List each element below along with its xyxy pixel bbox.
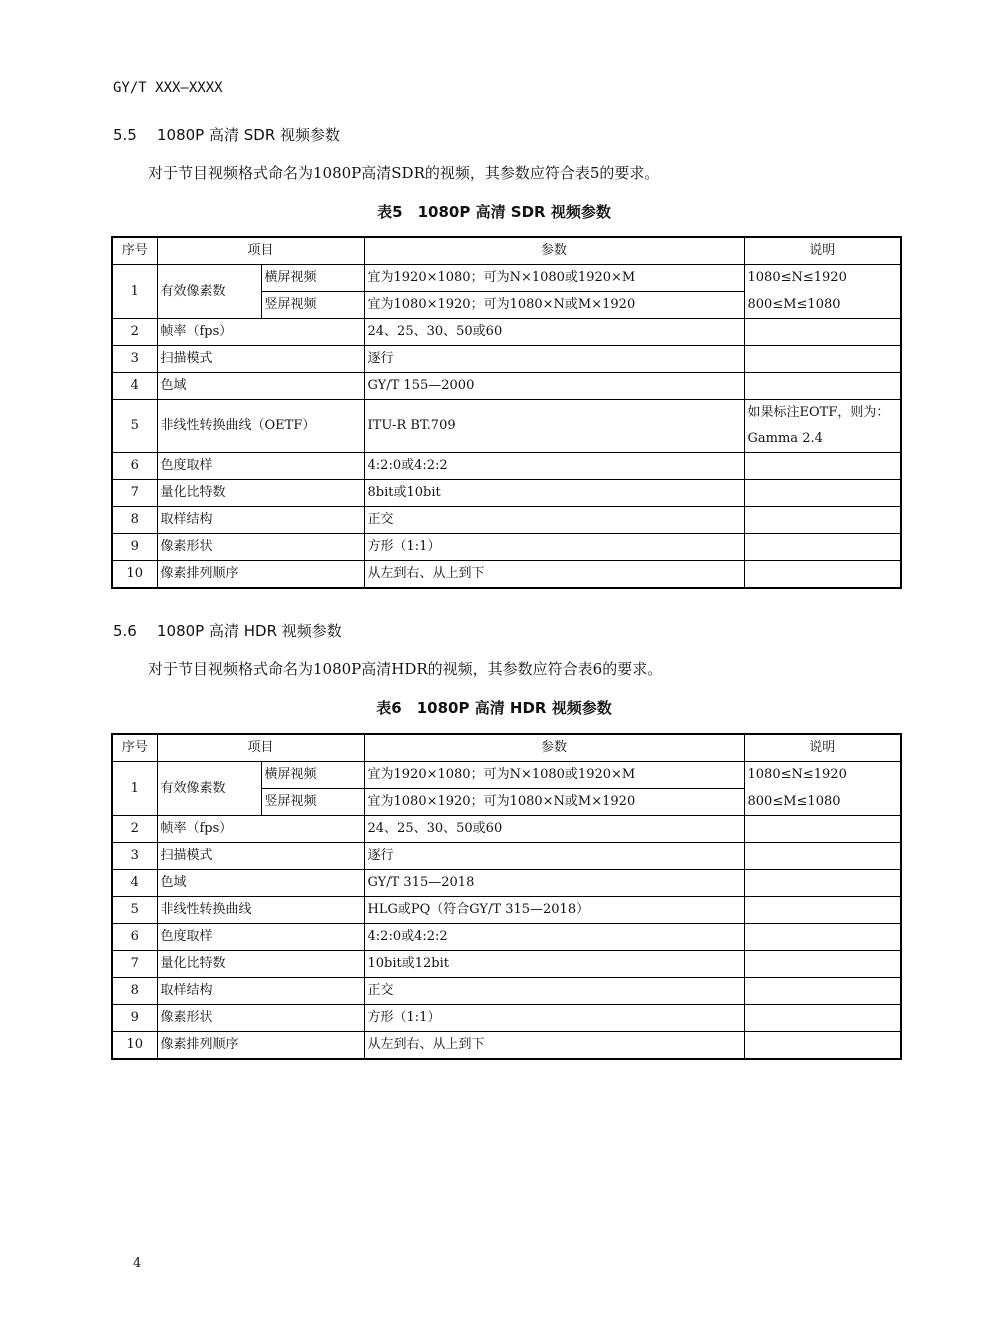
note-line-1: 如果标注EOTF，则为： — [747, 405, 890, 420]
row-note — [744, 507, 901, 534]
row-no: 7 — [112, 951, 157, 978]
row-param: GY/T 315—2018 — [364, 870, 744, 897]
row-no: 8 — [112, 978, 157, 1005]
row-no: 8 — [112, 507, 157, 534]
table-row — [112, 816, 901, 843]
table-row — [112, 1032, 901, 1060]
table-row — [112, 561, 901, 589]
row-note: 1080≤N≤1920 — [744, 762, 901, 789]
row-param: 逐行 — [364, 843, 744, 870]
row-param: 10bit或12bit — [364, 951, 744, 978]
header-item: 项目 — [157, 237, 364, 265]
row-no: 1 — [112, 265, 157, 319]
row-note — [744, 951, 901, 978]
row-param: 方形（1:1） — [364, 534, 744, 561]
table-row — [112, 400, 901, 453]
header-param: 参数 — [364, 237, 744, 265]
row-item: 量化比特数 — [157, 951, 364, 978]
row-param: ITU-R BT.709 — [364, 400, 744, 453]
section-number: 5.6 — [113, 622, 137, 640]
table-row — [112, 265, 901, 292]
row-no: 3 — [112, 843, 157, 870]
row-note — [744, 453, 901, 480]
row-note: 1080≤N≤1920 — [744, 265, 901, 292]
table-row — [112, 870, 901, 897]
table-row — [112, 319, 901, 346]
row-no: 10 — [112, 561, 157, 589]
row-no: 9 — [112, 534, 157, 561]
row-no: 6 — [112, 924, 157, 951]
row-param: 从左到右、从上到下 — [364, 561, 744, 589]
row-note — [744, 534, 901, 561]
row-note: 800≤M≤1080 — [744, 789, 901, 816]
row-param: 从左到右、从上到下 — [364, 1032, 744, 1060]
row-note — [744, 319, 901, 346]
row-no: 2 — [112, 816, 157, 843]
table-row — [112, 897, 901, 924]
section-paragraph: 对于节目视频格式命名为1080P高清HDR的视频，其参数应符合表6的要求。 — [148, 660, 663, 678]
header-param: 参数 — [364, 734, 744, 762]
table-6 — [111, 733, 902, 1060]
row-note — [744, 1032, 901, 1060]
row-no: 2 — [112, 319, 157, 346]
section-heading-5-6 — [113, 620, 342, 641]
row-item: 非线性转换曲线（OETF） — [157, 400, 364, 453]
header-no: 序号 — [112, 237, 157, 265]
row-item: 色域 — [157, 373, 364, 400]
table-row — [112, 843, 901, 870]
row-subitem: 竖屏视频 — [261, 292, 364, 319]
row-note — [744, 400, 901, 453]
row-item: 像素形状 — [157, 1005, 364, 1032]
header-item: 项目 — [157, 734, 364, 762]
page-number: 4 — [133, 1256, 142, 1271]
row-no: 10 — [112, 1032, 157, 1060]
row-item: 有效像素数 — [157, 762, 261, 816]
header-note: 说明 — [744, 237, 901, 265]
row-item: 非线性转换曲线 — [157, 897, 364, 924]
row-note — [744, 978, 901, 1005]
section-title: 1080P 高清 HDR 视频参数 — [157, 622, 342, 640]
row-note: 800≤M≤1080 — [744, 292, 901, 319]
row-item: 色域 — [157, 870, 364, 897]
row-note — [744, 346, 901, 373]
row-note — [744, 480, 901, 507]
row-no: 3 — [112, 346, 157, 373]
row-item: 像素排列顺序 — [157, 561, 364, 589]
row-note — [744, 561, 901, 589]
header-note: 说明 — [744, 734, 901, 762]
row-item: 扫描模式 — [157, 346, 364, 373]
header-no: 序号 — [112, 734, 157, 762]
table-row — [112, 534, 901, 561]
table-header-row — [112, 237, 901, 265]
table-row — [112, 762, 901, 789]
row-param: HLG或PQ（符合GY/T 315—2018） — [364, 897, 744, 924]
table-row — [112, 951, 901, 978]
table-header-row — [112, 734, 901, 762]
table-caption: 表5 1080P 高清 SDR 视频参数 — [377, 203, 611, 221]
row-param: 8bit或10bit — [364, 480, 744, 507]
row-param: 宜为1920×1080；可为N×1080或1920×M — [364, 265, 744, 292]
section-number: 5.5 — [113, 126, 137, 144]
row-subitem: 竖屏视频 — [261, 789, 364, 816]
table-row — [112, 507, 901, 534]
row-no: 1 — [112, 762, 157, 816]
note-line-2: Gamma 2.4 — [747, 431, 823, 446]
table-row — [112, 1005, 901, 1032]
row-item: 帧率（fps） — [157, 319, 364, 346]
row-param: 方形（1:1） — [364, 1005, 744, 1032]
row-no: 5 — [112, 897, 157, 924]
section-paragraph: 对于节目视频格式命名为1080P高清SDR的视频，其参数应符合表5的要求。 — [148, 164, 660, 182]
table-caption: 表6 1080P 高清 HDR 视频参数 — [376, 699, 612, 717]
row-item: 色度取样 — [157, 453, 364, 480]
table-row — [112, 453, 901, 480]
row-param: GY/T 155—2000 — [364, 373, 744, 400]
row-note — [744, 1005, 901, 1032]
row-param: 宜为1080×1920；可为1080×N或M×1920 — [364, 292, 744, 319]
row-no: 7 — [112, 480, 157, 507]
row-param: 4:2:0或4:2:2 — [364, 924, 744, 951]
table-row — [112, 346, 901, 373]
table-row — [112, 978, 901, 1005]
row-param: 正交 — [364, 507, 744, 534]
row-note — [744, 897, 901, 924]
row-note — [744, 870, 901, 897]
row-subitem: 横屏视频 — [261, 265, 364, 292]
row-note — [744, 816, 901, 843]
table-row — [112, 480, 901, 507]
row-item: 像素排列顺序 — [157, 1032, 364, 1060]
row-param: 宜为1080×1920；可为1080×N或M×1920 — [364, 789, 744, 816]
row-param: 逐行 — [364, 346, 744, 373]
section-heading-5-5 — [113, 124, 340, 145]
row-item: 色度取样 — [157, 924, 364, 951]
row-no: 6 — [112, 453, 157, 480]
row-param: 宜为1920×1080；可为N×1080或1920×M — [364, 762, 744, 789]
row-item: 有效像素数 — [157, 265, 261, 319]
row-item: 像素形状 — [157, 534, 364, 561]
row-param: 正交 — [364, 978, 744, 1005]
row-subitem: 横屏视频 — [261, 762, 364, 789]
row-item: 取样结构 — [157, 978, 364, 1005]
row-item: 帧率（fps） — [157, 816, 364, 843]
table-row — [112, 373, 901, 400]
section-title: 1080P 高清 SDR 视频参数 — [157, 126, 341, 144]
row-no: 5 — [112, 400, 157, 453]
row-no: 4 — [112, 373, 157, 400]
table-5 — [111, 236, 902, 589]
row-no: 4 — [112, 870, 157, 897]
document-header: GY/T XXX—XXXX — [113, 80, 223, 96]
row-note — [744, 373, 901, 400]
row-param: 4:2:0或4:2:2 — [364, 453, 744, 480]
table-row — [112, 924, 901, 951]
row-param: 24、25、30、50或60 — [364, 319, 744, 346]
row-item: 扫描模式 — [157, 843, 364, 870]
row-no: 9 — [112, 1005, 157, 1032]
row-item: 取样结构 — [157, 507, 364, 534]
row-note — [744, 843, 901, 870]
row-note — [744, 924, 901, 951]
row-param: 24、25、30、50或60 — [364, 816, 744, 843]
row-item: 量化比特数 — [157, 480, 364, 507]
